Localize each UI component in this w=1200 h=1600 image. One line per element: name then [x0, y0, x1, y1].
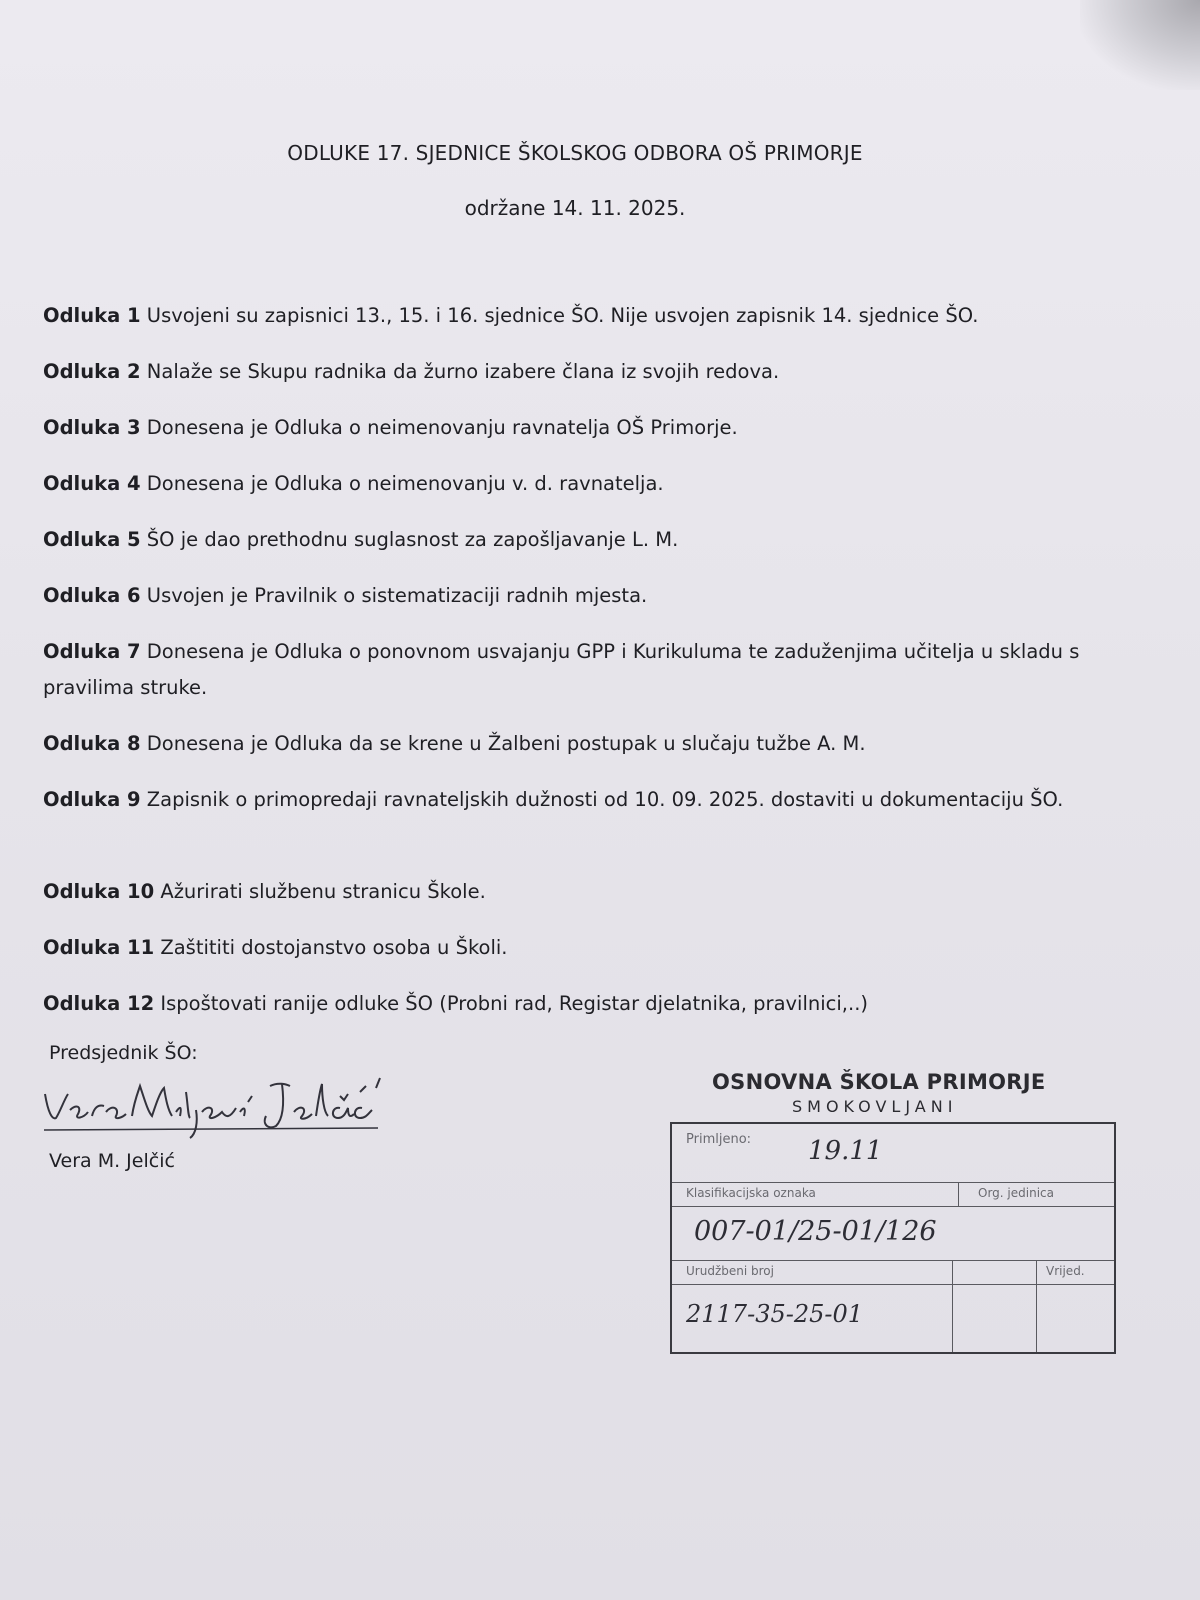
stamp-class-label: Klasifikacijska oznaka [686, 1186, 816, 1200]
registry-stamp [670, 1122, 1116, 1354]
decision-text: Donesena je Odluka o ponovnom usvajanju GPP i Kurikuluma te zaduženjima učitelja u skladu s pravilima struke. [43, 640, 1080, 699]
decision-item [43, 466, 1083, 502]
decision-item [43, 634, 1083, 706]
handwritten-signature [40, 1072, 390, 1142]
decision-item [43, 726, 1083, 762]
decision-text: Donesena je Odluka o neimenovanju ravnatelja OŠ Primorje. [146, 416, 738, 439]
decision-label: Odluka 4 [43, 472, 141, 495]
decision-item [43, 930, 1083, 966]
decision-text: Ispoštovati ranije odluke ŠO (Probni rad, Registar djelatnika, pravilnici,..) [160, 992, 869, 1015]
signatory-name: Vera M. Jelčić [49, 1150, 175, 1172]
decision-label: Odluka 10 [43, 880, 155, 903]
decision-label: Odluka 5 [43, 528, 141, 551]
decision-label: Odluka 6 [43, 584, 141, 607]
decision-item [43, 874, 1083, 910]
decision-label: Odluka 11 [43, 936, 155, 959]
decision-text: Ažurirati službenu stranicu Škole. [160, 880, 486, 903]
decision-text: Donesena je Odluka da se krene u Žalbeni postupak u slučaju tužbe A. M. [146, 732, 866, 755]
decision-label: Odluka 3 [43, 416, 141, 439]
stamp-divider [1036, 1260, 1037, 1352]
stamp-registry-value: 2117-35-25-01 [686, 1300, 864, 1328]
stamp-received-label: Primljeno: [686, 1132, 752, 1147]
stamp-class-value: 007-01/25-01/126 [694, 1216, 937, 1247]
decision-label: Odluka 2 [43, 360, 141, 383]
document-title: ODLUKE 17. SJEDNICE ŠKOLSKOG ODBORA OŠ PRIMORJE [287, 141, 863, 165]
decision-text: Usvojeni su zapisnici 13., 15. i 16. sjednice ŠO. Nije usvojen zapisnik 14. sjednice ŠO. [146, 304, 979, 327]
decision-label: Odluka 12 [43, 992, 155, 1015]
decision-item [43, 298, 1083, 334]
stamp-registry-label: Urudžbeni broj [686, 1264, 774, 1278]
stamp-school-place: SMOKOVLJANI [792, 1097, 958, 1116]
stamp-divider [952, 1260, 953, 1352]
decision-label: Odluka 7 [43, 640, 141, 663]
decision-label: Odluka 9 [43, 788, 141, 811]
signature-label: Predsjednik ŠO: [49, 1042, 198, 1064]
decision-item [43, 522, 1083, 558]
decision-label: Odluka 8 [43, 732, 141, 755]
stamp-divider [958, 1182, 959, 1206]
decision-text: ŠO je dao prethodnu suglasnost za zapošljavanje L. M. [146, 528, 679, 551]
decision-text: Nalaže se Skupu radnika da žurno izabere člana iz svojih redova. [146, 360, 780, 383]
page-corner-shadow [1080, 0, 1200, 90]
decision-item [43, 410, 1083, 446]
decision-item [43, 578, 1083, 614]
document-date: održane 14. 11. 2025. [464, 196, 686, 220]
decision-text: Zapisnik o primopredaji ravnateljskih dužnosti od 10. 09. 2025. dostaviti u dokumentaciju ŠO. [146, 788, 1064, 811]
stamp-org-unit-label: Org. jedinica [978, 1186, 1054, 1200]
stamp-received-value: 19.11 [808, 1136, 883, 1166]
stamp-school-name: OSNOVNA ŠKOLA PRIMORJE [712, 1070, 1046, 1094]
stamp-value-label: Vrijed. [1046, 1264, 1085, 1278]
decision-label: Odluka 1 [43, 304, 141, 327]
decision-item [43, 354, 1083, 390]
decision-text: Donesena je Odluka o neimenovanju v. d. ravnatelja. [146, 472, 664, 495]
decision-text: Zaštititi dostojanstvo osoba u Školi. [160, 936, 508, 959]
decision-text: Usvojen je Pravilnik o sistematizaciji radnih mjesta. [146, 584, 648, 607]
decision-item [43, 986, 1083, 1022]
decision-item [43, 782, 1083, 818]
